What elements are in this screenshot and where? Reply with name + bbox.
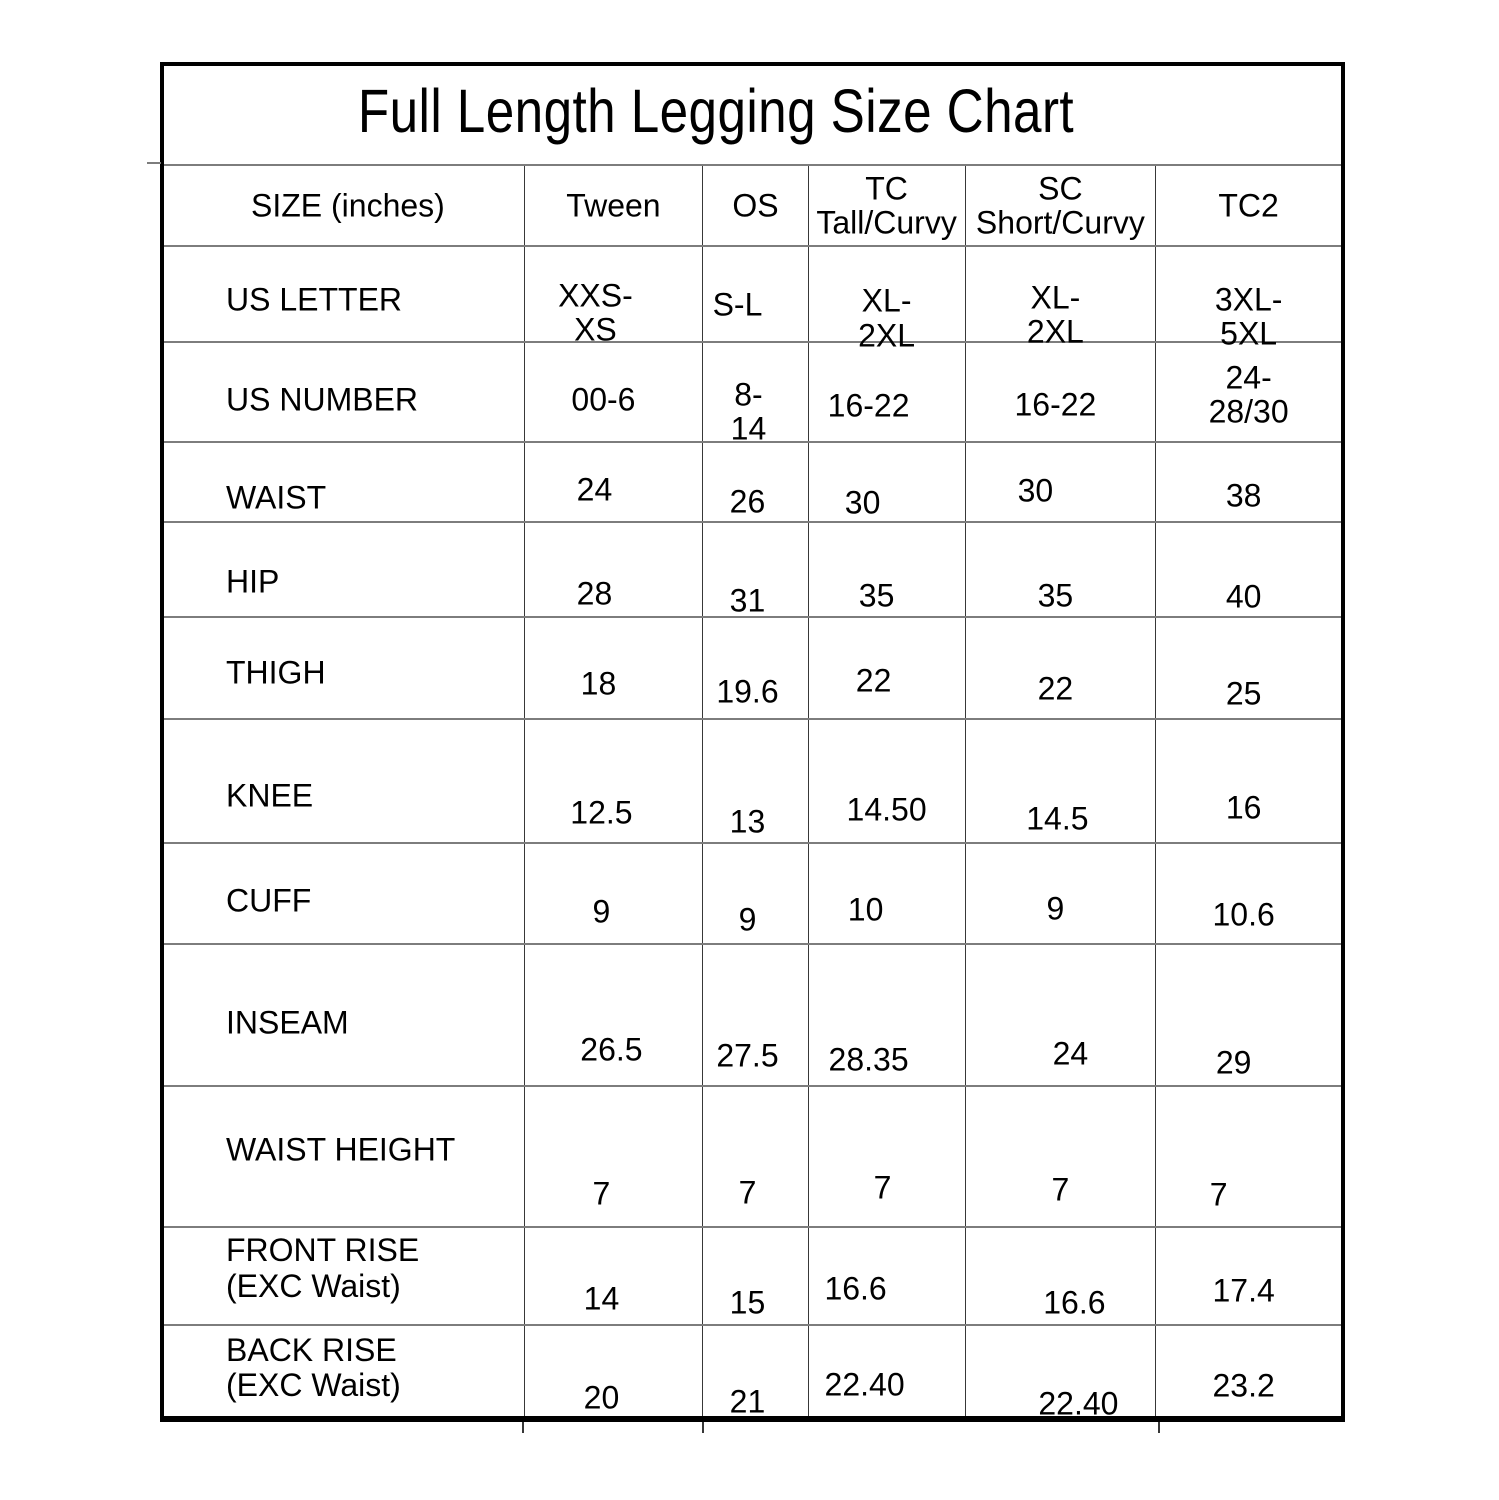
- value-cell: [965, 1087, 1156, 1226]
- cell-value: XL-2XL: [858, 282, 916, 354]
- cell-value: 22.40: [1038, 1386, 1119, 1423]
- cell-value: 26: [729, 483, 766, 520]
- cell-value: 20: [583, 1379, 620, 1416]
- cell-value: 14: [583, 1280, 620, 1317]
- cell-value: 22.40: [824, 1366, 905, 1403]
- value-cell: [808, 1228, 965, 1324]
- table-row: [164, 718, 1341, 842]
- value-cell: [808, 720, 965, 842]
- value-cell: [1155, 247, 1341, 352]
- value-cell: [965, 720, 1156, 842]
- column-header: OS: [732, 187, 779, 224]
- value-cell: [1155, 443, 1341, 521]
- value-cell: [702, 945, 807, 1085]
- cell-value: 00-6: [571, 381, 636, 418]
- cell-value: 31: [729, 582, 766, 619]
- value-cell: [524, 343, 703, 441]
- value-cell: [1155, 523, 1341, 616]
- value-cell: [808, 945, 965, 1085]
- value-cell: [808, 1326, 965, 1416]
- value-cell: [1155, 720, 1341, 842]
- row-label-cell: [164, 247, 524, 341]
- cell-value: 16.6: [1043, 1284, 1106, 1321]
- column-header: TC2: [1218, 187, 1279, 224]
- value-cell: [808, 343, 965, 441]
- cell-value: 25: [1225, 675, 1262, 712]
- row-label: THIGH: [226, 654, 326, 691]
- value-cell: [808, 618, 965, 718]
- column-header-cell: [1155, 166, 1341, 245]
- cell-value: 13: [729, 804, 766, 841]
- table-row: [164, 1085, 1341, 1226]
- row-label-cell: [164, 720, 524, 842]
- row-label-cell: [164, 443, 524, 521]
- table-row: [164, 341, 1341, 447]
- size-header-label: SIZE (inches): [251, 186, 445, 223]
- cell-value: 22: [855, 662, 892, 699]
- value-cell: [524, 1228, 703, 1324]
- cell-value: 28: [576, 575, 613, 612]
- value-cell: [702, 1326, 807, 1420]
- cell-value: 21: [729, 1383, 766, 1420]
- value-cell: [702, 247, 807, 341]
- cell-value: 24-28/30: [1208, 359, 1289, 430]
- grid-line-stub: [702, 1422, 704, 1433]
- row-label-cell: [164, 343, 524, 441]
- row-label: KNEE: [226, 777, 314, 814]
- cell-value: 38: [1225, 477, 1262, 514]
- value-cell: [808, 443, 965, 521]
- column-header: SC Short/Curvy: [975, 169, 1145, 241]
- table-row: [164, 441, 1341, 521]
- value-cell: [702, 343, 807, 447]
- value-cell: [702, 720, 807, 842]
- grid-line-stub: [522, 1422, 524, 1433]
- cell-value: 10: [847, 892, 884, 929]
- cell-value: 7: [592, 1175, 611, 1212]
- cell-value: XL-2XL: [1026, 279, 1084, 350]
- value-cell: [1155, 1228, 1341, 1324]
- cell-value: 8-14: [730, 376, 767, 447]
- value-cell: [524, 523, 703, 616]
- column-header-cell: [524, 166, 703, 245]
- value-cell: [808, 247, 965, 354]
- cell-value: 9: [738, 901, 757, 938]
- cell-value: 9: [1046, 891, 1065, 928]
- cell-value: S-L: [712, 286, 763, 323]
- value-cell: [702, 844, 807, 943]
- row-label-cell: [164, 1087, 524, 1226]
- cell-value: 14.5: [1026, 800, 1089, 837]
- cell-value: 3XL-5XL: [1214, 281, 1283, 352]
- grid-line-stub: [147, 162, 161, 164]
- table-row: [164, 1226, 1341, 1324]
- cell-value: 9: [592, 894, 611, 931]
- grid-line-stub: [1158, 1422, 1160, 1433]
- value-cell: [1155, 618, 1341, 718]
- table-row: [164, 1324, 1341, 1423]
- column-header-cell: [702, 166, 807, 245]
- value-cell: [965, 945, 1156, 1085]
- value-cell: [965, 1228, 1156, 1324]
- value-cell: [965, 1326, 1156, 1423]
- cell-value: 35: [1037, 577, 1074, 614]
- table-row: [164, 245, 1341, 354]
- value-cell: [524, 1087, 703, 1226]
- table-row: [164, 616, 1341, 718]
- cell-value: 18: [580, 665, 617, 702]
- value-cell: [1155, 343, 1341, 441]
- cell-value: 16-22: [1014, 386, 1097, 423]
- cell-value: 40: [1225, 579, 1262, 616]
- cell-value: 7: [1051, 1171, 1070, 1208]
- cell-value: 7: [873, 1170, 892, 1207]
- table-row: [164, 521, 1341, 619]
- value-cell: [524, 945, 703, 1085]
- row-label: US LETTER: [226, 281, 403, 318]
- column-header: TC Tall/Curvy: [816, 169, 957, 241]
- cell-value: 30: [1017, 473, 1054, 510]
- value-cell: [808, 1087, 965, 1226]
- value-cell: [965, 343, 1156, 441]
- value-cell: [702, 1228, 807, 1324]
- cell-value: XXS-XS: [558, 277, 633, 348]
- value-cell: [1155, 1087, 1341, 1226]
- value-cell: [1155, 945, 1341, 1085]
- row-label-cell: [164, 1228, 524, 1324]
- cell-value: 7: [1209, 1177, 1228, 1214]
- value-cell: [965, 443, 1156, 521]
- cell-value: 35: [858, 577, 895, 614]
- value-cell: [965, 618, 1156, 718]
- header-row: [164, 164, 1341, 245]
- cell-value: 16.6: [824, 1271, 887, 1308]
- cell-value: 22: [1037, 670, 1074, 707]
- value-cell: [808, 844, 965, 943]
- value-cell: [524, 720, 703, 842]
- size-header-cell: [164, 166, 524, 245]
- value-cell: [524, 247, 703, 348]
- cell-value: 30: [844, 484, 881, 521]
- value-cell: [1155, 844, 1341, 943]
- row-label: INSEAM: [226, 1004, 349, 1041]
- cell-value: 29: [1215, 1044, 1252, 1081]
- value-cell: [702, 443, 807, 521]
- value-cell: [965, 844, 1156, 943]
- table-row: [164, 943, 1341, 1085]
- value-cell: [808, 523, 965, 616]
- row-label-cell: [164, 618, 524, 718]
- cell-value: 24: [1052, 1035, 1089, 1072]
- row-label: US NUMBER: [226, 381, 419, 418]
- cell-value: 26.5: [580, 1031, 643, 1068]
- value-cell: [1155, 1326, 1341, 1416]
- column-header: Tween: [566, 187, 661, 224]
- cell-value: 19.6: [716, 673, 779, 710]
- cell-value: 16: [1225, 789, 1262, 826]
- cell-value: 7: [738, 1174, 757, 1211]
- row-label: WAIST HEIGHT: [226, 1130, 456, 1167]
- value-cell: [524, 618, 703, 718]
- row-label: BACK RISE (EXC Waist): [226, 1332, 401, 1404]
- cell-value: 28.35: [828, 1041, 909, 1078]
- row-label-cell: [164, 844, 524, 943]
- cell-value: 15: [729, 1284, 766, 1321]
- table-grid: [164, 164, 1341, 1423]
- row-label-cell: [164, 945, 524, 1085]
- row-label: CUFF: [226, 882, 312, 919]
- value-cell: [524, 1326, 703, 1416]
- value-cell: [702, 618, 807, 718]
- row-label: HIP: [226, 562, 280, 599]
- cell-value: 24: [576, 471, 613, 508]
- value-cell: [965, 247, 1156, 350]
- value-cell: [965, 523, 1156, 616]
- cell-value: 27.5: [716, 1037, 779, 1074]
- column-header-cell: [808, 166, 965, 245]
- cell-value: 17.4: [1212, 1273, 1275, 1310]
- chart-title: Full Length Legging Size Chart: [357, 77, 1074, 146]
- column-header-cell: [965, 166, 1156, 245]
- value-cell: [524, 443, 703, 521]
- value-cell: [702, 523, 807, 619]
- row-label-cell: [164, 1326, 524, 1416]
- row-label: FRONT RISE (EXC Waist): [226, 1232, 420, 1304]
- cell-value: 16-22: [827, 387, 910, 424]
- row-label: WAIST: [226, 479, 327, 515]
- title-row: [164, 66, 1341, 164]
- size-chart-table: [160, 62, 1345, 1422]
- value-cell: [702, 1087, 807, 1226]
- cell-value: 23.2: [1212, 1368, 1275, 1405]
- value-cell: [524, 844, 703, 943]
- row-label-cell: [164, 523, 524, 616]
- cell-value: 14.50: [846, 791, 927, 828]
- cell-value: 10.6: [1212, 896, 1275, 933]
- table-row: [164, 842, 1341, 943]
- cell-value: 12.5: [570, 794, 633, 831]
